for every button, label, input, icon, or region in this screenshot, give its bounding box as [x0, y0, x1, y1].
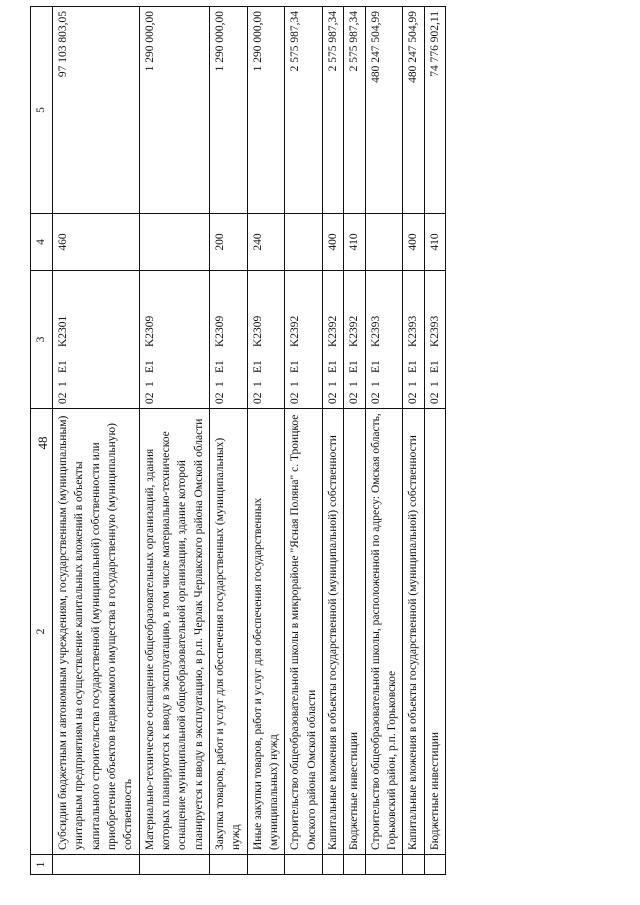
code-project: E1	[326, 360, 339, 373]
row-amount: 480 247 504,99	[365, 7, 403, 214]
row-number-cell	[247, 855, 285, 875]
table-row	[247, 7, 285, 875]
row-expense-kind: 400	[322, 214, 343, 271]
row-expense-kind: 460	[53, 214, 140, 271]
row-description: Закупка товаров, работ и услуг для обеспечения государственных (муниципальных) нужд	[209, 409, 247, 855]
row-expense-kind: 240	[247, 214, 285, 271]
row-amount: 1 290 000,00	[209, 7, 247, 214]
code-direction: K2309	[251, 315, 264, 347]
code-program: 02	[407, 392, 420, 404]
row-code	[209, 271, 247, 409]
row-code	[247, 271, 285, 409]
row-code	[285, 271, 323, 409]
code-direction: K2392	[348, 315, 361, 347]
row-expense-kind: 200	[209, 214, 247, 271]
row-number-cell	[424, 855, 445, 875]
code-subprogram: 1	[428, 381, 441, 387]
row-number-cell	[285, 855, 323, 875]
code-subprogram: 1	[348, 381, 361, 387]
row-description: Капитальные вложения в объекты государственной (муниципальной) собственности	[322, 409, 343, 855]
row-code	[53, 271, 140, 409]
column-header: 5	[31, 7, 53, 214]
code-direction: K2393	[407, 315, 420, 347]
code-subprogram: 1	[251, 381, 264, 387]
row-description: Субсидии бюджетным и автономным учреждениям, государственным (муниципальным) унитарным предприятиям на осуществление капитальных вложений в объекты капитального строительства государственной (муниципальной) собственности или приобретение объектов недвижимого имущества в государственную (муниципальную) собственность	[53, 409, 140, 855]
code-subprogram: 1	[289, 381, 302, 387]
code-project: E1	[251, 360, 264, 373]
column-header: 2	[31, 409, 53, 855]
row-number-cell	[365, 855, 403, 875]
row-description: Капитальные вложения в объекты государственной (муниципальной) собственности	[403, 409, 424, 855]
code-direction: K2392	[289, 315, 302, 347]
row-amount: 1 290 000,00	[139, 7, 209, 214]
row-expense-kind	[365, 214, 403, 271]
table-header-row	[31, 7, 53, 875]
row-description: Бюджетные инвестиции	[344, 409, 365, 855]
budget-table	[30, 6, 446, 875]
row-description: Материально-техническое оснащение общеобразовательных организаций, здания которых планируются к вводу в эксплуатацию, в том числе материально-техническое оснащение муниципальной общеобразовательной организации, здание которой планируется к вводу в эксплуатацию, в р.п. Черлак Черлакского района Омской области	[139, 409, 209, 855]
table-row	[285, 7, 323, 875]
code-subprogram: 1	[326, 381, 339, 387]
table-row	[365, 7, 403, 875]
row-description: Бюджетные инвестиции	[424, 409, 445, 855]
table-row	[139, 7, 209, 875]
row-number-cell	[53, 855, 140, 875]
code-direction: K2392	[326, 315, 339, 347]
row-amount: 2 575 987,34	[322, 7, 343, 214]
code-direction: K2393	[428, 315, 441, 347]
code-subprogram: 1	[143, 381, 156, 387]
row-number-cell	[209, 855, 247, 875]
row-amount: 97 103 803,05	[53, 7, 140, 214]
code-direction: K2393	[369, 315, 382, 347]
row-amount: 1 290 000,00	[247, 7, 285, 214]
row-number-cell	[403, 855, 424, 875]
row-number-cell	[139, 855, 209, 875]
code-program: 02	[326, 392, 339, 404]
table-row	[322, 7, 343, 875]
row-expense-kind: 410	[424, 214, 445, 271]
code-program: 02	[57, 392, 69, 404]
column-header: 1	[31, 855, 53, 875]
column-header: 3	[31, 271, 53, 409]
row-amount: 480 247 504,99	[403, 7, 424, 214]
row-amount: 2 575 987,34	[285, 7, 323, 214]
code-project: E1	[369, 360, 382, 373]
code-program: 02	[213, 392, 226, 404]
table-row	[344, 7, 365, 875]
row-description: Иные закупки товаров, работ и услуг для обеспечения государственных (муниципальных) нужд	[247, 409, 285, 855]
row-amount: 74 776 902,11	[424, 7, 445, 214]
code-project: E1	[407, 360, 420, 373]
row-code	[344, 271, 365, 409]
code-direction: K2309	[143, 315, 156, 347]
row-expense-kind: 410	[344, 214, 365, 271]
code-project: E1	[348, 360, 361, 373]
row-expense-kind	[139, 214, 209, 271]
table-row	[209, 7, 247, 875]
code-project: E1	[57, 360, 69, 373]
table-row	[53, 7, 140, 875]
code-direction: K2309	[213, 315, 226, 347]
row-number-cell	[322, 855, 343, 875]
row-expense-kind	[285, 214, 323, 271]
row-expense-kind: 400	[403, 214, 424, 271]
code-project: E1	[213, 360, 226, 373]
row-code	[365, 271, 403, 409]
row-code	[322, 271, 343, 409]
code-project: E1	[143, 360, 156, 373]
code-program: 02	[348, 392, 361, 404]
row-number-cell	[344, 855, 365, 875]
row-amount: 2 575 987,34	[344, 7, 365, 214]
code-direction: K2301	[57, 315, 69, 347]
code-program: 02	[289, 392, 302, 404]
code-subprogram: 1	[369, 381, 382, 387]
table-row	[424, 7, 445, 875]
code-subprogram: 1	[57, 381, 69, 387]
code-subprogram: 1	[213, 381, 226, 387]
row-code	[139, 271, 209, 409]
row-code	[424, 271, 445, 409]
table-row	[403, 7, 424, 875]
code-project: E1	[428, 360, 441, 373]
code-program: 02	[369, 392, 382, 404]
code-program: 02	[143, 392, 156, 404]
code-project: E1	[289, 360, 302, 373]
page-number: 48	[35, 436, 50, 450]
code-program: 02	[251, 392, 264, 404]
row-description: Строительство общеобразовательной школы в микрорайоне "Ясная Поляна" с. Троицкое Омского района Омской области	[285, 409, 323, 855]
code-subprogram: 1	[407, 381, 420, 387]
row-code	[403, 271, 424, 409]
row-description: Строительство общеобразовательной школы, расположенной по адресу: Омская область, Горьковский район, р.п. Горьковское	[365, 409, 403, 855]
column-header: 4	[31, 214, 53, 271]
code-program: 02	[428, 392, 441, 404]
